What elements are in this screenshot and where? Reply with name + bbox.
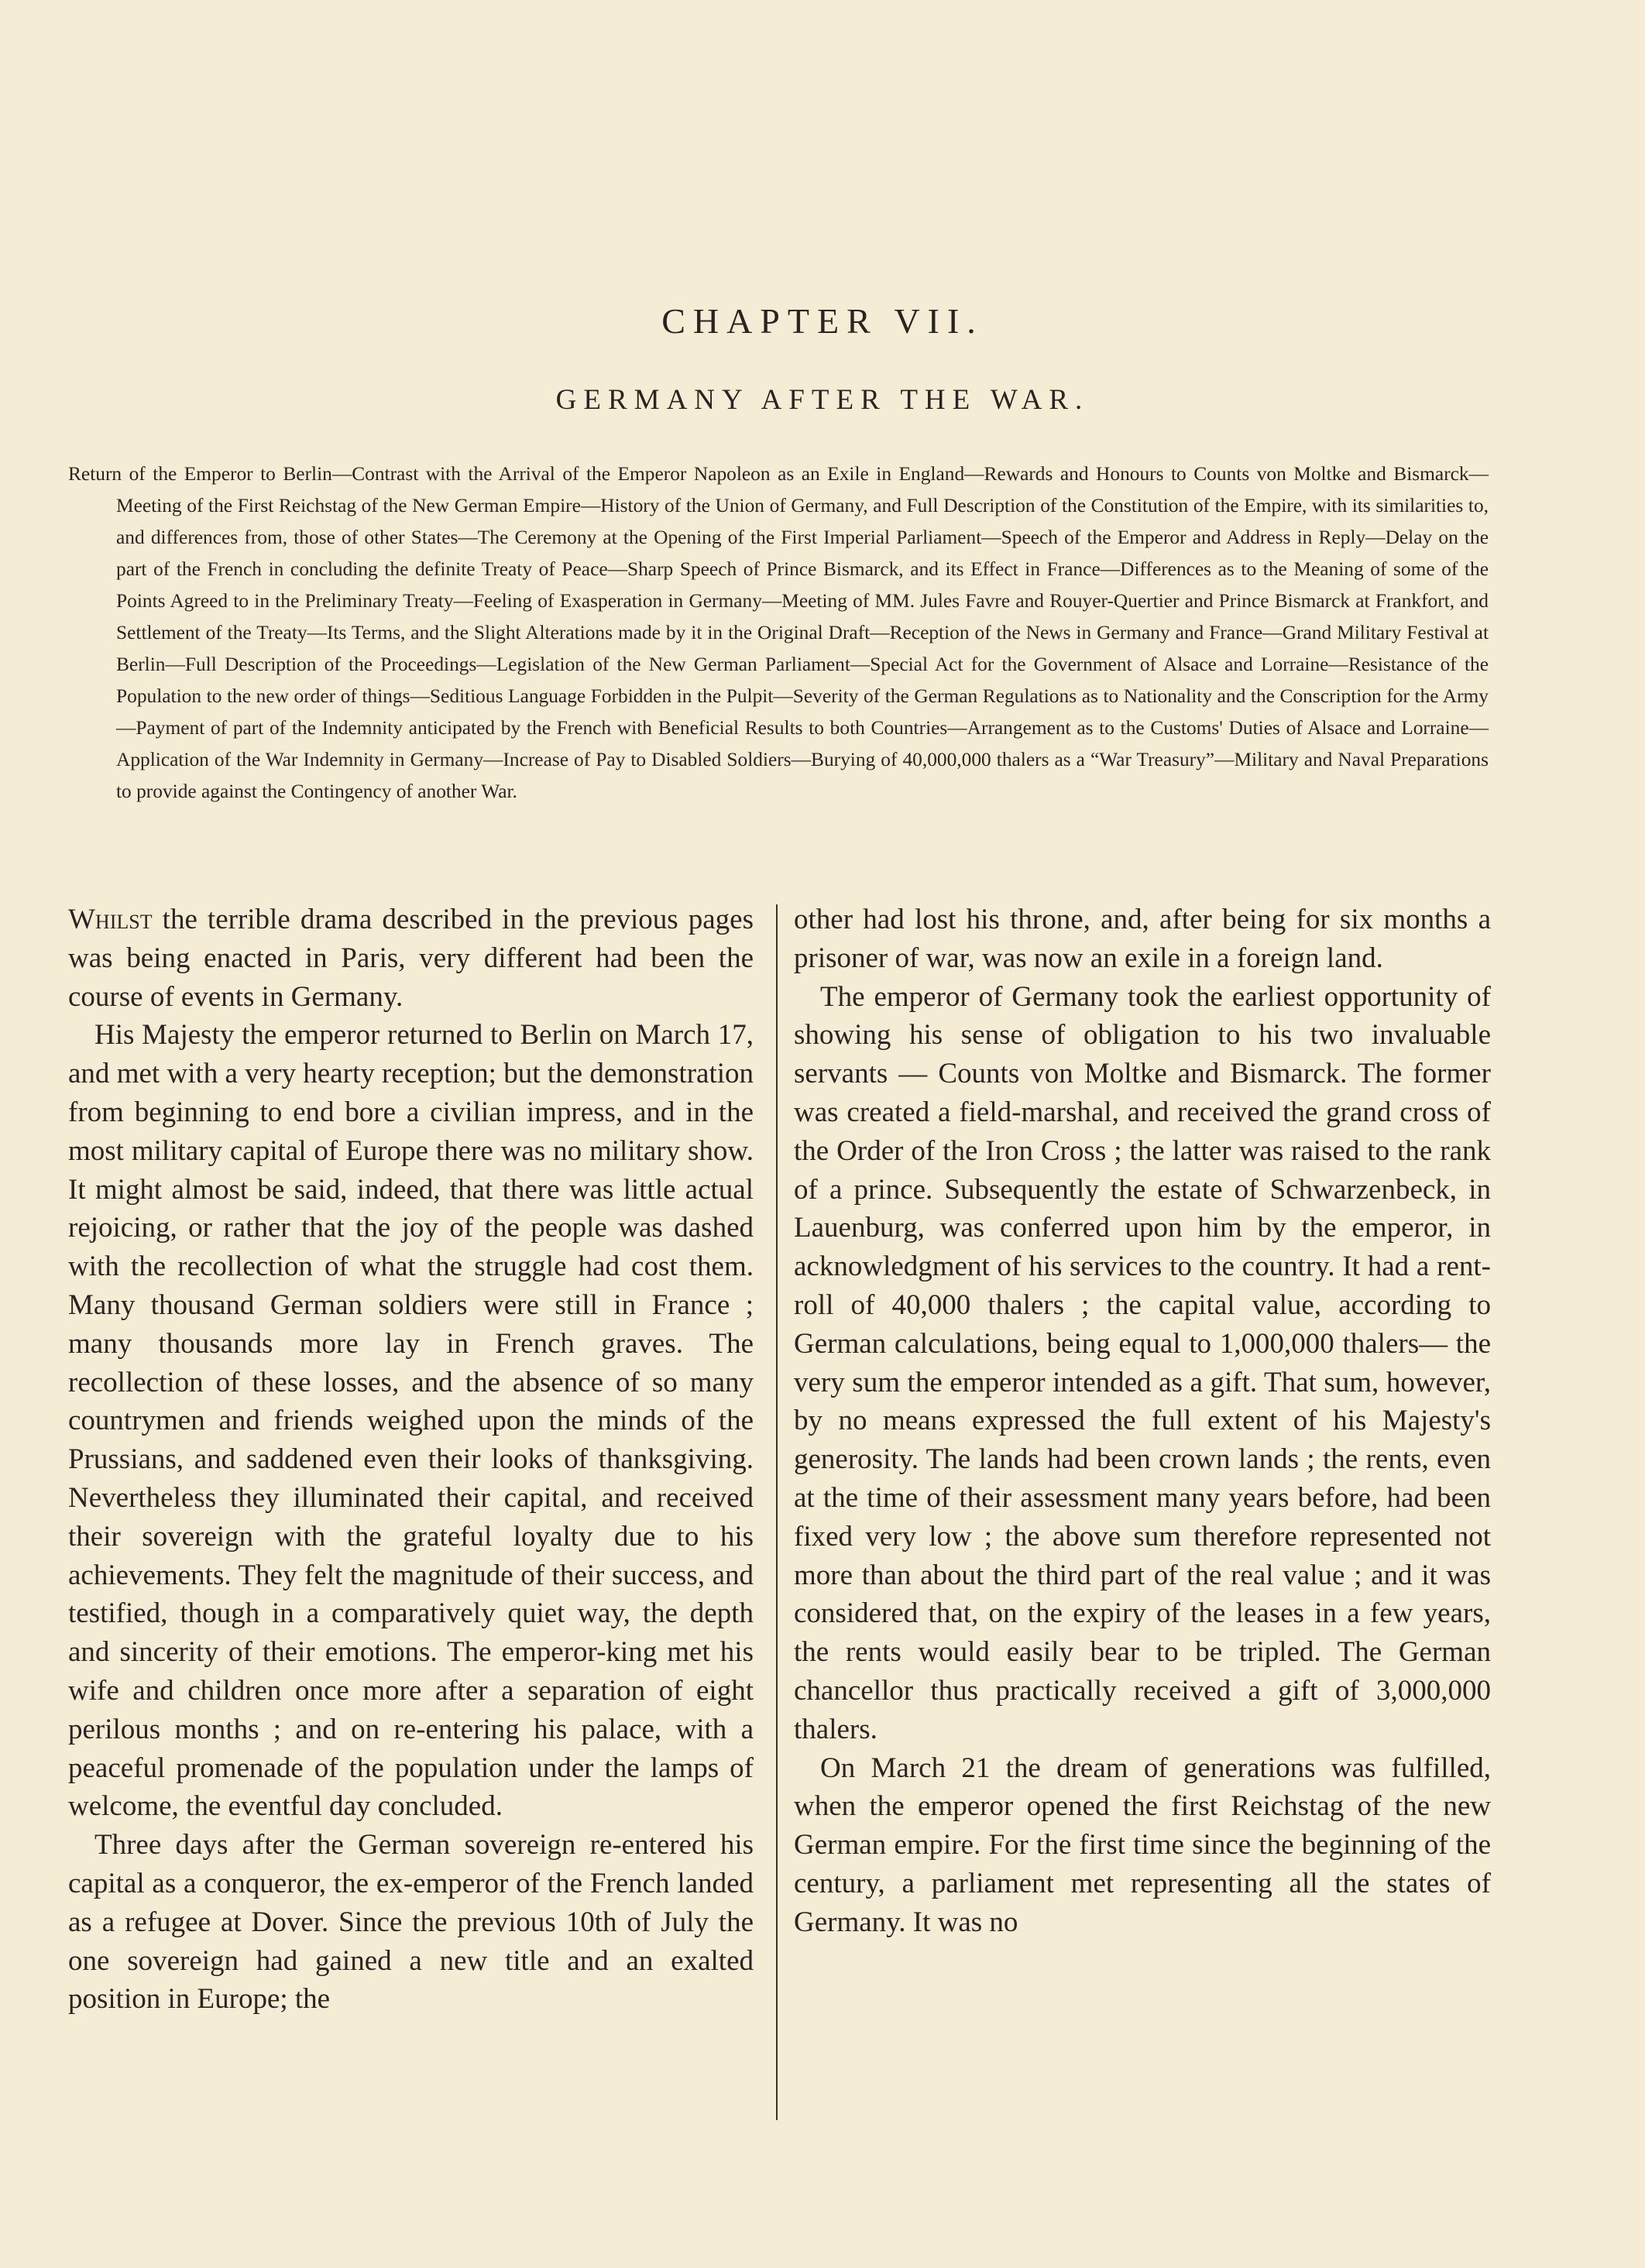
paragraph-text: the terrible drama described in the previous pages was being enacted in Paris, very different had been the course of events in Germany. <box>68 904 754 1013</box>
chapter-subtitle: GERMANY AFTER THE WAR. <box>555 384 1090 416</box>
chapter-synopsis <box>68 458 1489 808</box>
opening-word: Whilst <box>68 904 153 935</box>
paragraph: Three days after the German sovereign re-entered his capital as a conqueror, the ex-emperor of the French landed as a refugee at Dover. Since the previous 10th of July the one sovereign had gained a new title and an exalted position in Europe; the <box>68 1829 754 2016</box>
paragraph: His Majesty the emperor returned to Berlin on March 17, and met with a very hearty reception; but the demonstration from beginning to end bore a civilian impress, and in the most military capital of Europe there was no military show. It might almost be said, indeed, that there was little actual rejoicing, or rather that the joy of the people was dashed with the recollection of what the struggle had cost them. Many thousand German soldiers were still in France ; many thousands more lay in French graves. The recollection of these losses, and the absence of so many countrymen and friends weighed upon the minds of the Prussians, and saddened even their looks of thanksgiving. Nevertheless they illuminated their capital, and received their sovereign with the grateful loyalty due to his achievements. They felt the magnitude of their success, and testified, though in a comparatively quiet way, the depth and sincerity of their emotions. The emperor-king met his wife and children once more after a separation of eight perilous months ; and on re-entering his palace, with a peaceful promenade of the population under the lamps of welcome, the eventful day concluded. <box>68 1019 754 1823</box>
right-column <box>794 901 1491 1942</box>
paragraph: The emperor of Germany took the earliest opportunity of showing his sense of obligation to his two invaluable servants — Counts von Moltke and Bismarck. The former was created a field-marshal, and received the grand cross of the Order of the Iron Cross ; the latter was raised to the rank of a prince. Subsequently the estate of Schwarzenbeck, in Lauenburg, was conferred upon him by the emperor, in acknowledgment of his services to the country. It had a rent-roll of 40,000 thalers ; the capital value, according to German calculations, being equal to 1,000,000 thalers— the very sum the emperor intended as a gift. That sum, however, by no means expressed the full extent of his Majesty's generosity. The lands had been crown lands ; the rents, even at the time of their assessment many years before, had been fixed very low ; the above sum therefore represented not more than about the third part of the real value ; and it was considered that, on the expiry of the leases in a few years, the rents would easily bear to be tripled. The German chancellor thus practically received a gift of 3,000,000 thalers. <box>794 980 1491 1745</box>
paragraph: On March 21 the dream of generations was fulfilled, when the emperor opened the first Reichstag of the new German empire. For the first time since the beginning of the century, a parliament met representing all the states of Germany. It was no <box>794 1752 1491 1938</box>
chapter-title: CHAPTER VII. <box>661 301 984 341</box>
synopsis-text: Return of the Emperor to Berlin—Contrast with the Arrival of the Emperor Napoleon as an Exile in England—Rewards and Honours to Counts von Moltke and Bismarck—Meeting of the First Reichstag of the New German Empire—History of the Union of Germany, and Full Description of the Constitution of the Empire, with its similarities to, and differences from, those of other States—The Ceremony at the Opening of the First Imperial Parliament—Speech of the Emperor and Address in Reply—Delay on the part of the French in concluding the definite Treaty of Peace—Sharp Speech of Prince Bismarck, and its Effect in France—Differences as to the Meaning of some of the Points Agreed to in the Preliminary Treaty—Feeling of Exasperation in Germany—Meeting of MM. Jules Favre and Rouyer-Quertier and Prince Bismarck at Frankfort, and Settlement of the Treaty—Its Terms, and the Slight Alterations made by it in the Original Draft—Reception of the News in Germany and France—Grand Military Festival at Berlin—Full Description of the Proceedings—Legislation of the New German Parliament—Special Act for the Government of Alsace and Lorraine—Resistance of the Population to the new order of things—Seditious Language Forbidden in the Pulpit—Severity of the German Regulations as to Nationality and the Conscription for the Army—Payment of part of the Indemnity anticipated by the French with Beneficial Results to both Countries—Arrangement as to the Customs' Duties of Alsace and Lorraine—Application of the War Indemnity in Germany—Increase of Pay to Disabled Soldiers—Burying of 40,000,000 thalers as a “War Treasury”—Military and Naval Preparations to provide against the Contingency of another War. <box>68 463 1489 802</box>
left-column <box>68 901 754 2019</box>
paragraph: other had lost his throne, and, after being for six months a prisoner of war, was now an exile in a foreign land. <box>794 904 1491 974</box>
paragraph <box>68 901 754 1016</box>
column-divider <box>776 904 778 2120</box>
